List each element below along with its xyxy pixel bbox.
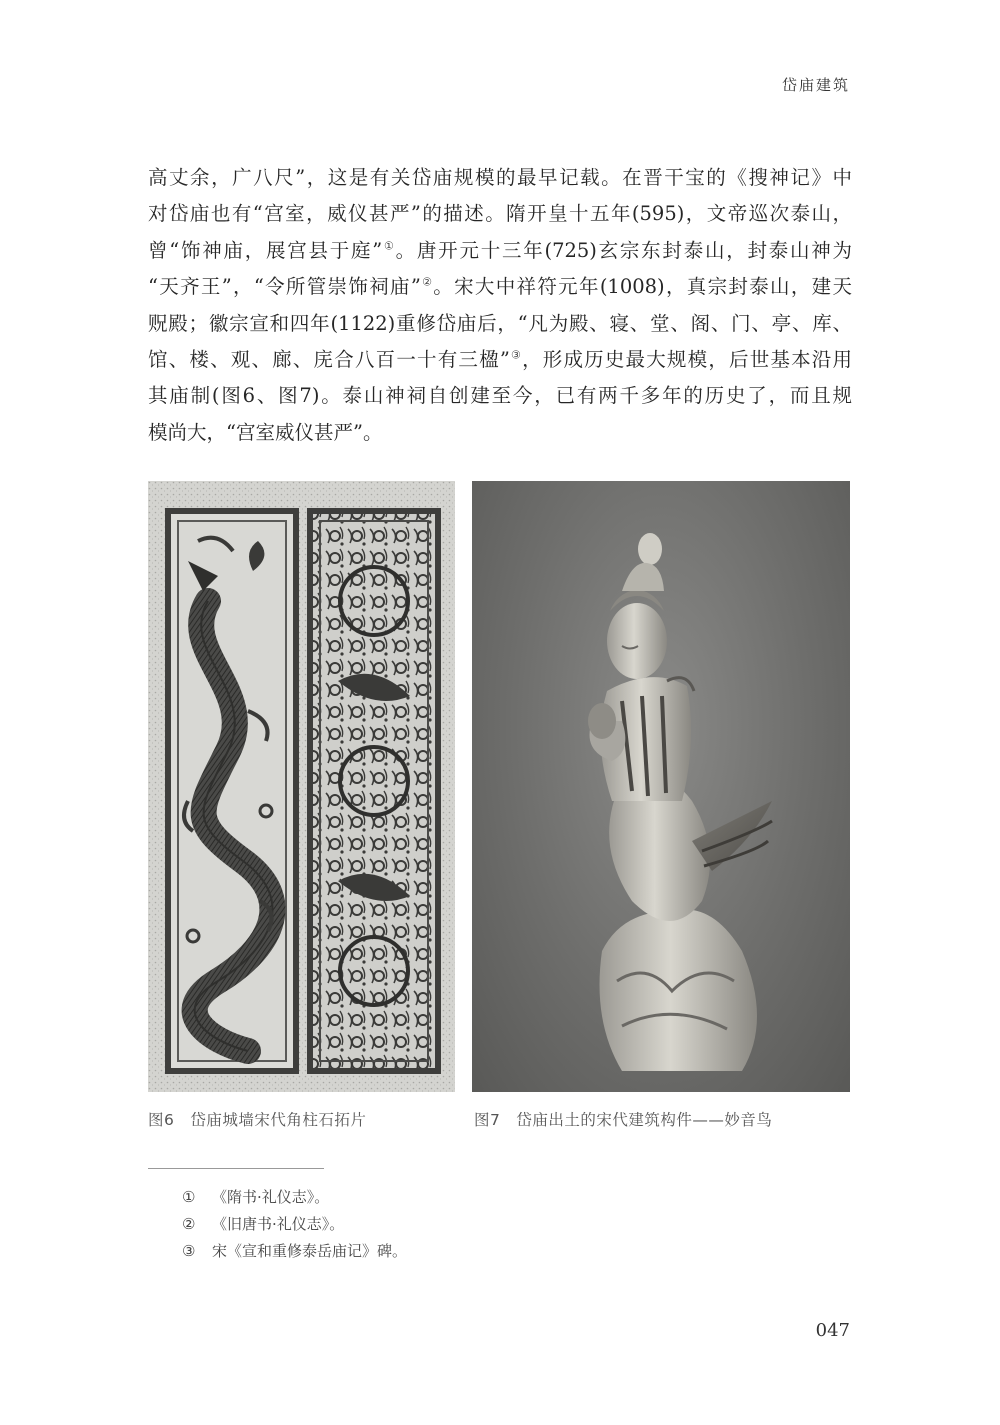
body-line: “天齐王”，“令所管崇饰祠庙”②。宋大中祥符元年(1008)，真宗封泰山，建天: [148, 275, 852, 299]
footnotes: [182, 1184, 407, 1265]
body-line: 高丈余，广八尺”，这是有关岱庙规模的最早记载。在晋干宝的《搜神记》中: [148, 166, 852, 189]
figure-7-caption: [474, 1108, 772, 1130]
figure-7-number: 图7: [474, 1111, 501, 1129]
body-line: 其庙制(图6、图7)。泰山神祠自创建至今，已有两千多年的历史了，而且规: [148, 384, 852, 408]
figure-6-caption: [148, 1108, 366, 1130]
footnote-mark: ①: [182, 1188, 196, 1206]
running-header: 岱庙建筑: [781, 76, 850, 94]
footnote-ref[interactable]: ②: [420, 275, 434, 289]
body-line: 曾“饰神庙，展宫县于庭”①。唐开元十三年(725)玄宗东封泰山，封泰山神为: [148, 238, 852, 262]
footnote-text: 《旧唐书·礼仪志》。: [212, 1215, 345, 1233]
footnote-mark: ②: [182, 1215, 196, 1233]
figure-6-rubbing-image: [148, 481, 455, 1092]
footnote-2: [182, 1211, 407, 1238]
figure-6-number: 图6: [148, 1111, 175, 1129]
figure-7-caption-text: 岱庙出土的宋代建筑构件——妙音鸟: [516, 1111, 773, 1129]
body-line: 馆、楼、观、廊、庑合八百一十有三楹”③，形成历史最大规模，后世基本沿用: [148, 348, 852, 372]
footnote-ref[interactable]: ①: [382, 239, 396, 253]
footnote-1: [182, 1184, 407, 1211]
figurine-illustration: [472, 481, 850, 1092]
page-number: 047: [815, 1320, 850, 1341]
footnote-ref[interactable]: ③: [509, 348, 523, 362]
footnote-text: 宋《宣和重修泰岳庙记》碑。: [212, 1242, 408, 1260]
footnote-mark: ③: [182, 1242, 196, 1260]
footnote-text: 《隋书·礼仪志》。: [212, 1188, 330, 1206]
figure-6-caption-text: 岱庙城墙宋代角柱石拓片: [190, 1111, 367, 1129]
rubbing-illustration: [148, 481, 455, 1092]
footnote-3: [182, 1238, 407, 1265]
body-line: 对岱庙也有“宫室，威仪甚严”的描述。隋开皇十五年(595)，文帝巡次泰山，: [148, 202, 852, 226]
body-paragraph: [148, 160, 852, 451]
footnote-divider: [148, 1168, 324, 1169]
figure-7-miaoyin-bird-image: [472, 481, 850, 1092]
body-line: 模尚大，“宫室威仪甚严”。: [148, 420, 383, 444]
body-line: 贶殿；徽宗宣和四年(1122)重修岱庙后，“凡为殿、寝、堂、阁、门、亭、库、: [148, 311, 852, 335]
